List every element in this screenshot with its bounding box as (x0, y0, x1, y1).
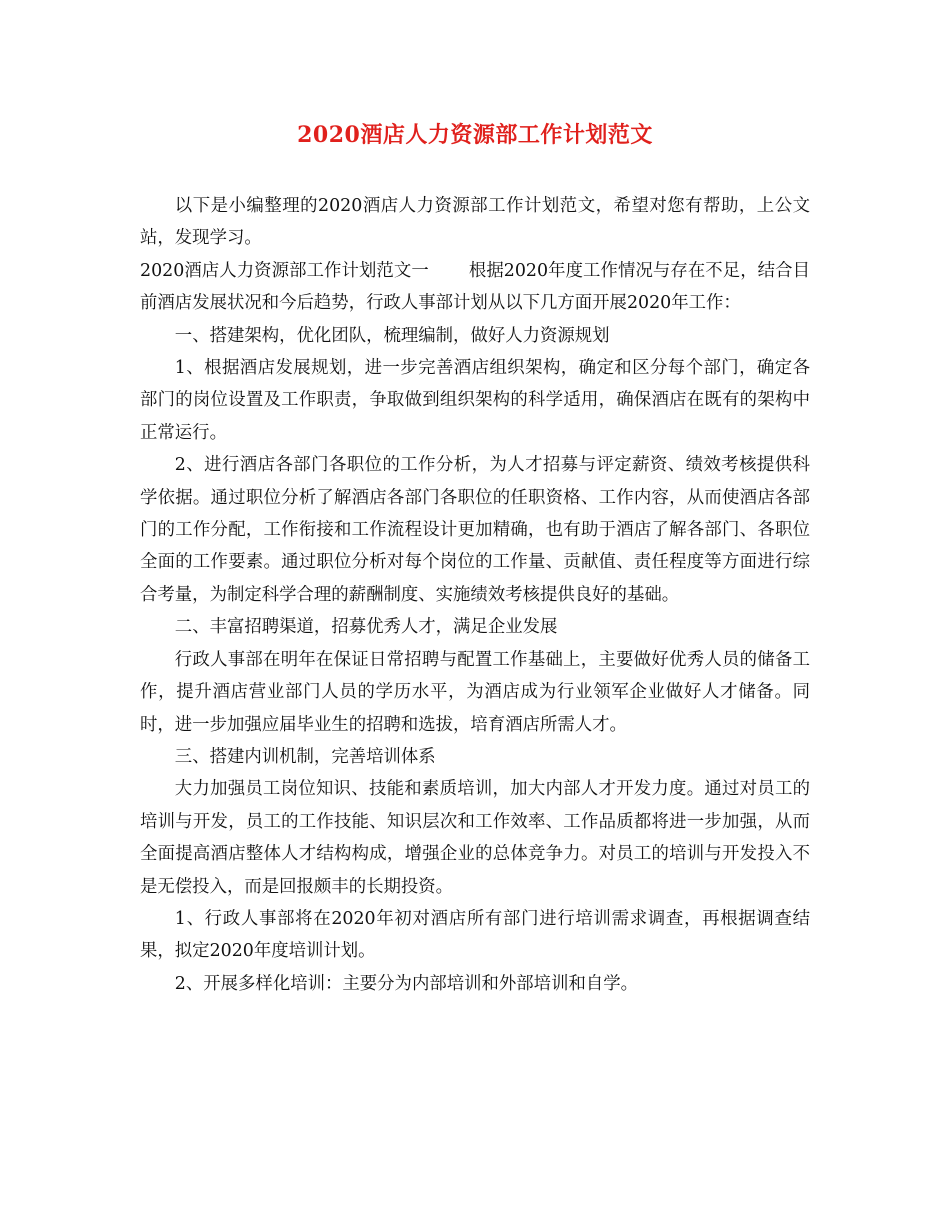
item-job-analysis: 2、进行酒店各部门各职位的工作分析，为人才招募与评定薪资、绩效考核提供科学依据。通过职位分析了解酒店各部门各职位的任职资格、工作内容，从而使酒店各部门的工作分配，工作衔接和工作流程设计更加精确，也有助于酒店了解各部门、各职位全面的工作要素。通过职位分析对每个岗位的工作量、贡献值、责任程度等方面进行综合考量，为制定科学合理的薪酬制度、实施绩效考核提供良好的基础。 (140, 455, 810, 605)
document-body (140, 190, 810, 1000)
section-lead: 根据2020年度工作情况与存在不足，结合目前酒店发展状况和今后趋势，行政人事部计划从以下几方面开展2020年工作： (140, 260, 810, 314)
section-heading: 2020酒店人力资源部工作计划范文一 (140, 260, 429, 281)
intro-paragraph: 以下是小编整理的2020酒店人力资源部工作计划范文，希望对您有帮助，上公文站，发现学习。 (140, 196, 810, 249)
section-one-paragraph (140, 255, 810, 320)
heading-recruitment: 二、丰富招聘渠道，招募优秀人才，满足企业发展 (174, 617, 558, 638)
item-architecture: 1、根据酒店发展规划，进一步完善酒店组织架构，确定和区分每个部门，确定各部门的岗位设置及工作职责，争取做到组织架构的科学适用，确保酒店在既有的架构中正常运行。 (140, 358, 810, 443)
heading-training: 三、搭建内训机制，完善培训体系 (174, 746, 436, 767)
document-title: 2020酒店人力资源部工作计划范文 (297, 122, 653, 148)
paragraph-recruitment: 行政人事部在明年在保证日常招聘与配置工作基础上，主要做好优秀人员的储备工作，提升酒店营业部门人员的学历水平，为酒店成为行业领军企业做好人才储备。同时，进一步加强应届毕业生的招聘和选拔，培育酒店所需人才。 (140, 649, 810, 735)
item-training-survey: 1、行政人事部将在2020年初对酒店所有部门进行培训需求调查，再根据调查结果，拟定2020年度培训计划。 (140, 908, 810, 962)
heading-structure: 一、搭建架构，优化团队，梳理编制，做好人力资源规划 (174, 325, 610, 346)
item-training-types: 2、开展多样化培训：主要分为内部培训和外部培训和自学。 (174, 973, 639, 994)
paragraph-training: 大力加强员工岗位知识、技能和素质培训，加大内部人才开发力度。通过对员工的培训与开发，员工的工作技能、知识层次和工作效率、工作品质都将进一步加强，从而全面提高酒店整体人才结构构成，增强企业的总体竞争力。对员工的培训与开发投入不是无偿投入，而是回报颇丰的长期投资。 (140, 779, 810, 897)
